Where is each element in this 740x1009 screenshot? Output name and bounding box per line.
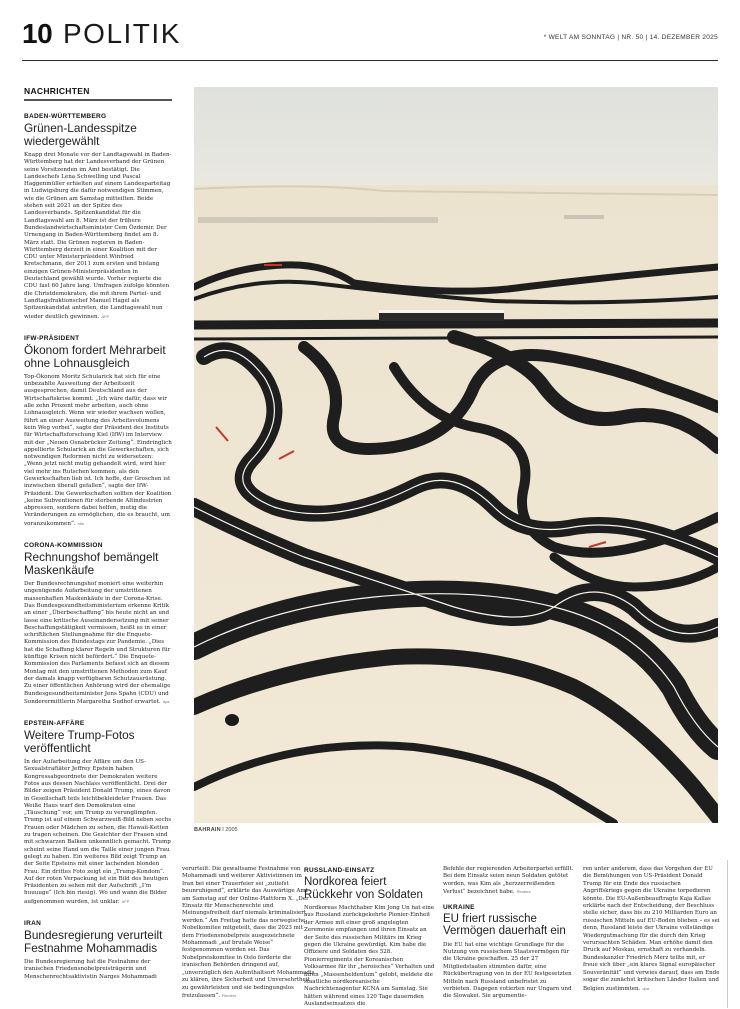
news-article-iran [24,920,172,981]
article-headline: Nordkorea feiert Rückkehr von Soldaten [304,876,423,901]
ukraine-continued-column [583,866,721,993]
article-kicker: IRAN [24,920,42,928]
article-kicker: RUSSLAND-EINSATZ [304,867,375,874]
article-kicker: CORONA-KOMMISSION [24,542,103,550]
news-article-epstein [24,720,172,906]
article-kicker: BADEN-WÜRTTEMBERG [24,113,107,120]
page-number: 10 [22,18,53,49]
photo-caption [194,827,238,833]
article-headline: EU friert russische Vermögen dauerhaft ein [443,912,566,938]
caption-separator: I [222,827,224,833]
article-source: Reuters [222,992,237,998]
article-body-continued: Befehle der regierenden Arbeiterpartei erfüllt. Bei dem Einsatz seien neun Soldaten getötet worden, was Kim als „herzzerreißenden Verlust“ bezeichnet habe. Reuters [443,866,574,896]
article-kicker: EPSTEIN-AFFÄRE [24,720,85,728]
section-title: POLITIK [63,18,181,49]
article-kicker: UKRAINE [443,903,475,911]
news-article-ifw [24,335,172,528]
article-headline: Ökonom fordert Mehrarbeit ohne Lohnausgleich [24,342,166,370]
article-body: verurteilt. Die gewaltsame Festnahme von Mohammadi und weiterer Aktivistinnen im Iran bei einer Trauerfeier sei „zutiefst beunruhigend“, erklärte das Auswärtige Amt am Samstag auf der Online-Plattform X. „Der Einsatz für Menschenrechte und Meinungsfreiheit darf niemals kriminalisiert werden.“ Am Freitag hatte das norwegische Nobelkomitee mitgeteilt, dass die 2023 mit dem Friedensnobelpreis ausgezeichnete Mohammadi „auf brutale Weise“ festgenommen worden sei. Das Nobelpreiskomitee in Oslo forderte die iranischen Behörden dringend auf, „unverzüglich den Aufenthaltsort Mohammadis zu klären, ihre Sicherheit und Unversehrtheit zu gewährleisten und sie bedingungslos freizulassen“. Reuters [182,866,315,999]
article-kicker: IFW-PRÄSIDENT [24,334,80,342]
article-body: Top-Ökonom Moritz Schularick hat sich für eine unbezahlte Ausweitung der Arbeitszeit ausgesprochen, damit Deutschland aus der Wirtschaftskrise kommt. „Ich wäre dafür, dass wir alle zehn Prozent mehr arbeiten, auch ohne Lohnausgleich. Wenn wir wieder wachsen wollen, führt an einer Ausweitung des Arbeitsvolumens kein Weg vorbei“, sagte der Präsident des Instituts für Wirtschaftsforschung Kiel (IfW) im Interview mit der „Neuen Osnabrücker Zeitung“. Eindringlich appellierte Schularick an die Gewerkschaften, sich notwendigen Reformen nicht zu widersetzen: „Wenn jetzt nicht mutig gehandelt wird, wird hier viel mehr ins Rutschen kommen, als den Gewerkschaften lieb ist. Ich hoffe, der Groschen ist inzwischen überall gefallen“, sagte der IfW-Präsident. Die Gewerkschaften sollten der Koalition „keine Subventionen für sterbende Altindustrien abpressen, sondern dabei helfen, mutig die Veränderungen zu ermöglichen, die es braucht, um voranzukommen“. nbs [24,373,172,527]
russland-column [304,867,437,1009]
russland-ukraine-column [443,866,576,1001]
sky [194,87,718,187]
article-body-continued: ren unter anderem, dass das Vorgehen der EU die Bemühungen von US-Präsident Donald Trump für ein Ende des russischen Angriffskriegs gegen die Ukraine torpedieren könnte. Die EU-Außenbeauftragte Kaja Kallas erklärte nach der Entscheidung, der Beschluss stelle sicher, dass bis zu 210 Milliarden Euro an russischen Mitteln auf EU-Boden blieben – es sei denn, Russland leiste der Ukraine vollständige Wiedergutmachung für die durch den Krieg verursachten Schäden. Man erhöhe damit den Druck auf Moskau, ernsthaft zu verhandeln. Bundeskanzler Friedrich Merz teilte mit, er freue sich über „ein klares Signal europäischer Souveränität“ und verwies darauf, dass am Ende sogar die zunächst kritischen Länder Italien und Belgien zustimmten. dpa [583,866,720,992]
news-article-baden-wuerttemberg [24,113,172,321]
article-headline: Weitere Trump-Fotos veröffentlicht [24,728,135,756]
caption-year: 2005 [225,827,238,833]
article-body: Die EU hat eine wichtige Grundlage für die Nutzung von russischem Staatsvermögen für die Ukraine geschaffen. 25 der 27 Mitgliedstaaten stimmten dafür, eine Rückübertragung von in der EU festgesetzten Mitteln nach Russland unbefristet zu verbieten. Dagegen votierten nur Ungarn und die Slowakei. Sie argumentie- [443,941,572,1000]
article-body: Nordkoreas Machthaber Kim Jong Un hat eine aus Russland zurückgekehrte Pionier-Einheit der Armee mit einer groß angelegten Zeremonie empfangen und ihren Einsatz an der Seite des russischen Militärs im Krieg gegen die Ukraine gewürdigt. Kim habe die Offiziere und Soldaten des 528. Pionierregiments der Koreanischen Volksarmee für ihr „heroisches“ Verhalten und ihren „Massenheldentum“ gelobt, meldete die staatliche nordkoreanische Nachrichtenagentur KCNA am Samstag. Sie hätten während eines 120 Tage dauernden Auslandseinsatzes die [304,905,435,1008]
bahrain-race-track-photo [194,87,718,823]
article-source: nbs [77,520,85,526]
page-edge-rule [727,860,728,1008]
article-source: AFP [121,898,130,904]
distant-buildings [198,217,438,223]
iran-continued-column [182,866,315,1000]
article-source: dpa [642,985,649,991]
article-body: Knapp drei Monate vor der Landtagswahl in Baden-Württemberg hat der Landesverband der Grünen seine Vorsitzenden im Amt bestätigt. Die Landeschefs Lena Schwelling und Pascal Haggenmüller erhielten auf einem Landesparteitag in Ludwigsburg die dafür notwendigen Stimmen, wie die Grünen am Samstag mitteilten. Beide stehen seit 2021 an der Spitze des Landesverbands. Spitzenkandidat für die Landtagswahl am 8. März ist der frühere Bundeslandwirtschaftsminister Cem Özdemir. Der Urnengang in Baden-Württemberg findet am 8. März statt. Die Grünen regieren in Baden-Württemberg derzeit in einer Koalition mit der CDU unter Ministerpräsident Winfried Kretschmann, der 2011 zum ersten und bislang einzigen Grünen-Ministerpräsidenten in Deutschland gewählt wurde. Vorher regierte die CDU fast 60 Jahre lang. Umfragen zufolge könnten die Christdemokraten, die mit ihrem Partei- und Landtagsfraktionschef Manuel Hagel als Spitzenkandidat antreten, die Landtagswahl nun wieder deutlich gewinnen. AFP [24,152,172,320]
article-body: In der Aufarbeitung der Affäre um den US-Sexualstraftäter Jeffrey Epstein haben Kongressabgeordnete der Demokraten weitere Fotos aus dessen Nachlass veröffentlicht. Drei der Bilder zeigen Präsident Donald Trump, eines davon in Gesellschaft teils leichtbekleideter Frauen. Das Weiße Haus warf den Demokraten eine „Täuschung“ vor, um Trump zu verunglimpfen. Trump ist auf einem Schwarzweiß-Bild neben sechs Frauen oder Mädchen zu sehen, die Hawaii-Ketten zu tragen scheinen. Die Gesichter der Frauen sind mit schwarzen Balken unkenntlich gemacht. Trump scheint seine Hand um die Taille einer jungen Frau gelegt zu haben. Ein weiteres Bild zeigt Trump an der Seite Epsteins mit einer lachenden blonden Frau. Ein drittes Foto zeigt ein „Trump-Kondom“. Auf der roten Verpackung ist ein Bild des heutigen Präsidenten zu sehen mit der Aufschrift „I’m huuuuge“ (Ich bin riesig). Wo und wann die Bilder aufgenommen wurden, ist unklar. AFP [24,759,172,905]
article-headline: Rechnungshof bemängelt Maskenkäufe [24,550,159,578]
article-source: AFP [101,313,110,319]
masthead: * WELT AM SONNTAG | NR. 50 | 14. DEZEMBER 2025 [543,34,718,41]
article-body: Der Bundesrechnungshof moniert eine weiterhin ungenügende Aufarbeitung der umstrittenen massenhaften Maskenkäufe in der Corona-Krise. Das Bundesgesundheitsministerium erkenne Kritik an einer „Überbeschaffung“ bis heute nicht an und lasse eine kritische Auseinandersetzung mit seiner Beschaffungstätigkeit vermissen, heißt es in einer schriftlichen Stellungnahme für die Enquete-Kommission des Bundestags zur Pandemie. „Dies hat die Schaffung klarer Regeln und Strukturen für künftige Krisen nicht befördert.“ Die Enquete-Kommission des Parlaments befasst sich an diesem Montag mit den umstrittenen Methoden zum Kauf der damals knapp verfügbaren Schutzausrüstung. Zu einer öffentlichen Anhörung wird der ehemalige Bundesgesundheitsminister Jens Spahn (CDU) und Sonderermittlerin Margaretha Sudhof erwartet. dpa [24,581,171,705]
dark-object [225,714,239,726]
article-source: Reuters [516,889,531,895]
page-header [22,18,718,61]
news-article-corona [24,542,172,706]
news-column-label: NACHRICHTEN [24,86,172,101]
article-headline: Bundesregierung verurteilt Festnahme Mohammadis [24,928,163,956]
article-headline: Grünen-Landesspitze wiedergewählt [24,121,137,148]
article-source: dpa [162,698,170,704]
caption-place: BAHRAIN [194,827,221,833]
news-sidebar [24,86,172,995]
race-track-illustration [194,87,718,823]
grandstand [379,313,504,321]
article-body: Die Bundesregierung hat die Festnahme der iranischen Friedensnobelpreisträgerin und Menschenrechtsaktivistin Narges Mohammadi [24,959,157,980]
